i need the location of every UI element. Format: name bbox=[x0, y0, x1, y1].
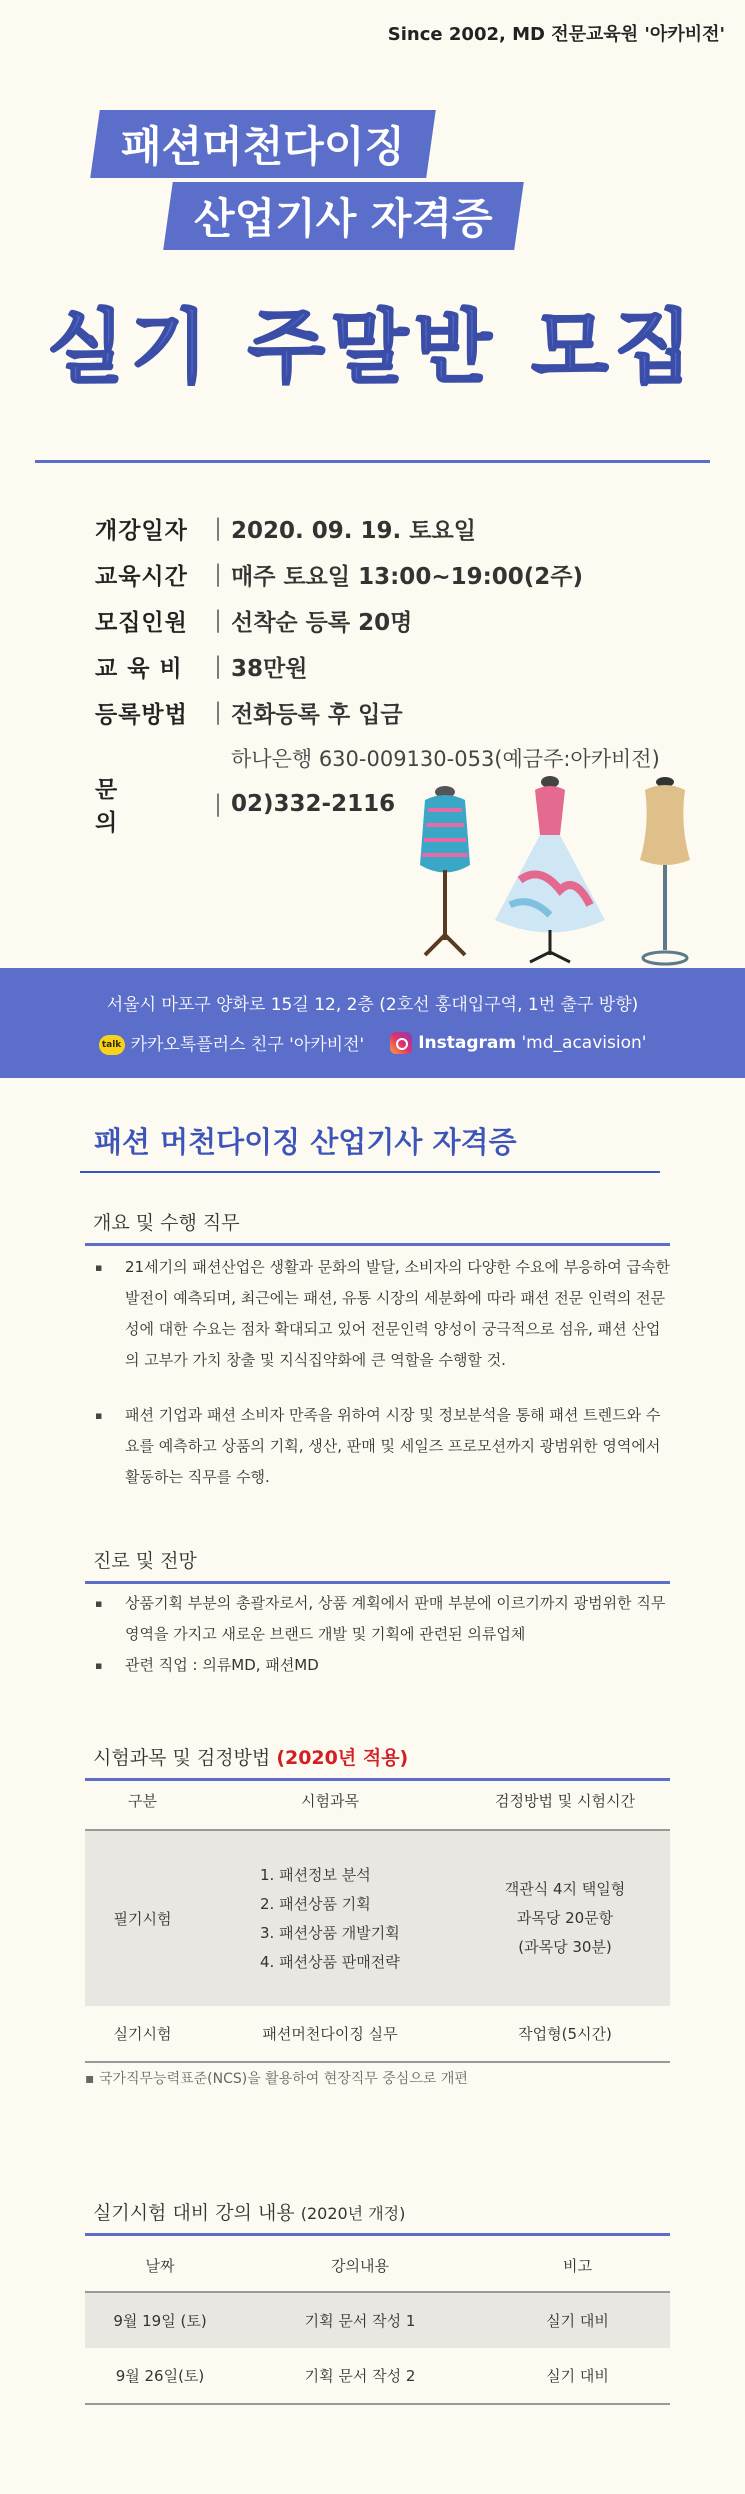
bank-account: 하나은행 630-009130-053(예금주:아카비전) bbox=[231, 747, 660, 771]
mannequin-left bbox=[420, 786, 470, 955]
list-item: ▪ 패션 기업과 패션 소비자 만족을 위하여 시장 및 정보분석을 통해 패션 트렌드와 수요를 예측하고 상품의 기획, 생산, 판매 및 세일즈 프로모션까지 광범위한 영역에서 활동하는 직무를 수행. bbox=[95, 1400, 670, 1493]
table-row: 실기시험 패션머천다이징 실무 작업형(5시간) bbox=[85, 2006, 670, 2062]
overview-heading: 개요 및 수행 직무 bbox=[85, 1208, 670, 1246]
mannequin-right bbox=[640, 777, 690, 964]
mannequin-dress bbox=[495, 776, 605, 962]
exam-heading: 시험과목 및 검정방법 (2020년 적용) bbox=[85, 1743, 670, 1781]
instagram-icon bbox=[390, 1032, 412, 1054]
banner-line-1: 패션머천다이징 bbox=[90, 110, 436, 178]
instagram-link[interactable]: Instagram 'md_acavision' bbox=[390, 1032, 646, 1054]
section-title: 패션 머천다이징 산업기사 자격증 bbox=[80, 1120, 660, 1173]
divider bbox=[35, 460, 710, 463]
location-band bbox=[0, 968, 745, 1078]
headline: 실기 주말반 모집 bbox=[47, 301, 698, 394]
table-row: 필기시험 1. 패션정보 분석 2. 패션상품 기획 3. 패션상품 개발기획 4. 패션상품 판매전략 객관식 4지 택일형 과목당 20문항 (과목당 30분) bbox=[85, 1830, 670, 2006]
table-row: 9월 19일 (토) 기획 문서 작성 1 실기 대비 bbox=[85, 2292, 670, 2348]
kakao-talk-icon: talk bbox=[99, 1035, 125, 1055]
table-header: 날짜 강의내용 비고 bbox=[85, 2240, 670, 2292]
written-method: 객관식 4지 택일형 과목당 20문항 (과목당 30분) bbox=[460, 1830, 670, 2006]
info-row: 등록방법 | 전화등록 후 입금 bbox=[95, 699, 403, 728]
written-subjects: 1. 패션정보 분석 2. 패션상품 기획 3. 패션상품 개발기획 4. 패션상품 판매전략 bbox=[200, 1830, 460, 2006]
career-heading: 진로 및 전망 bbox=[85, 1546, 670, 1584]
contact-row: 문 의 | 02)332-2116 bbox=[95, 777, 396, 836]
sns-links bbox=[0, 1030, 745, 1055]
exam-note: ▪ 국가직무능력표준(NCS)을 활용하여 현장직무 중심으로 개편 bbox=[85, 2071, 468, 2087]
list-item: ▪ 21세기의 패션산업은 생활과 문화의 발달, 소비자의 다양한 수요에 부응하여 급속한 발전이 예측되며, 최근에는 패션, 유통 시장의 세분화에 따라 패션 전문 인력의 전문성에 대한 수요는 점차 확대되고 있어 전문인력 양성이 궁극적으로 섬유, 패션 산업의 고부가 가치 창출 및 지식집약화에 큰 역할을 수행할 것. bbox=[95, 1252, 670, 1376]
info-row: 교 육 비 | 38만원 bbox=[95, 653, 308, 682]
lectures-heading: 실기시험 대비 강의 내용 (2020년 개정) bbox=[85, 2198, 670, 2236]
info-row: 모집인원 | 선착순 등록 20명 bbox=[95, 607, 413, 636]
list-item: ▪ 관련 직업 : 의류MD, 패션MD bbox=[95, 1650, 670, 1681]
kakao-link[interactable]: talk 카카오톡플러스 친구 '아카비전' bbox=[99, 1030, 365, 1055]
table-row: 9월 26일(토) 기획 문서 작성 2 실기 대비 bbox=[85, 2348, 670, 2404]
lecture-table bbox=[85, 2240, 670, 2405]
info-row: 개강일자 | 2020. 09. 19. 토요일 bbox=[95, 515, 476, 544]
career-list bbox=[95, 1588, 670, 1681]
table-header: 구분 시험과목 검정방법 및 시험시간 bbox=[85, 1772, 670, 1830]
mannequin-illustration bbox=[400, 770, 720, 970]
banner-line-2: 산업기사 자격증 bbox=[163, 182, 523, 250]
list-item: ▪ 상품기획 부분의 총괄자로서, 상품 계획에서 판매 부분에 이르기까지 광범위한 직무영역을 가지고 새로운 브랜드 개발 및 기획에 관련된 의류업체 bbox=[95, 1588, 670, 1650]
info-row: 교육시간 | 매주 토요일 13:00~19:00(2주) bbox=[95, 561, 584, 590]
address: 서울시 마포구 양화로 15길 12, 2층 (2호선 홍대입구역, 1번 출구 방향) bbox=[106, 995, 639, 1015]
since-tagline: Since 2002, MD 전문교육원 '아카비전' bbox=[387, 24, 725, 45]
exam-table bbox=[85, 1772, 670, 2063]
overview-list bbox=[95, 1252, 670, 1493]
